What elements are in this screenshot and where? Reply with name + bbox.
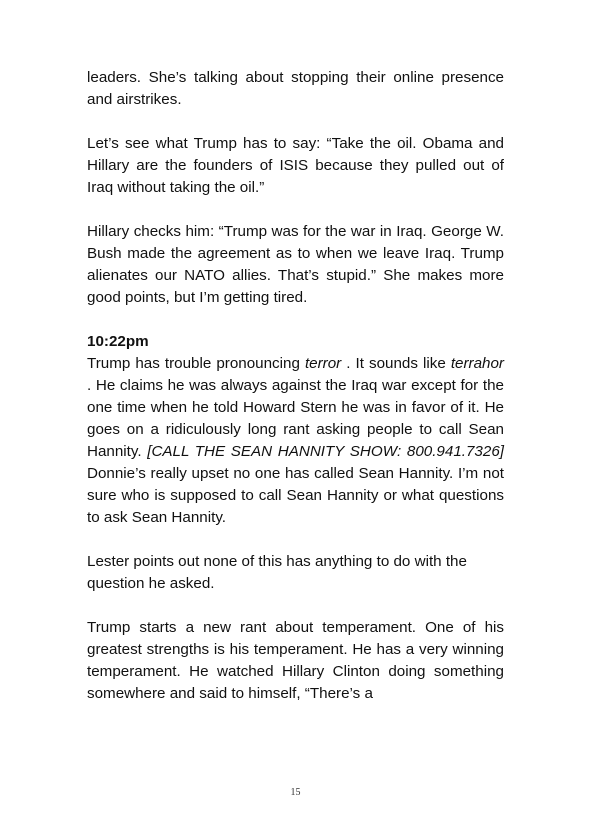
- paragraph-3: Hillary checks him: “Trump was for the war in Iraq. George W. Bush made the agreement as to when we leave Iraq. Trump alienates our NATO allies. That’s stupid.” She makes more good points, but I’m getting tired.: [87, 223, 504, 306]
- paragraph-4-text-2: . It sounds like: [341, 355, 451, 372]
- paragraph-6: Trump starts a new rant about temperament. One of his greatest strengths is his temperament. He has a very winning temperament. He watched Hillary Clinton doing something somewhere and said to himself, “There’s a: [87, 619, 504, 702]
- section-heading-time: 10:22pm: [87, 333, 149, 350]
- paragraph-2: Let’s see what Trump has to say: “Take the oil. Obama and Hillary are the founders of ISIS because they pulled out of Iraq without taking the oil.”: [87, 135, 504, 196]
- paragraph-4-text-3: . He claims he was always against the Iraq war except for the one time when he told Howard Stern he was in favor of it. He goes on a ridiculously long rant asking people to call Sean Hannity.: [87, 377, 504, 460]
- italic-term-terror: terror: [304, 355, 342, 372]
- page-body: [87, 67, 504, 705]
- italic-term-terrahor: terrahor: [450, 355, 504, 372]
- paragraph-5: Lester points out none of this has anything to do with the question he asked.: [87, 553, 467, 592]
- italic-call-note: [CALL THE SEAN HANNITY SHOW: 800.941.7326]: [147, 443, 504, 460]
- page-number: 15: [290, 787, 301, 798]
- paragraph-4-text-4: Donnie’s really upset no one has called Sean Hannity. I’m not sure who is supposed to call Sean Hannity or what questions to ask Sean Hannity.: [87, 465, 504, 526]
- paragraph-4: [87, 353, 504, 529]
- paragraph-1: leaders. She’s talking about stopping their online presence and airstrikes.: [87, 69, 504, 108]
- paragraph-4-text-1: Trump has trouble pronouncing: [87, 355, 305, 372]
